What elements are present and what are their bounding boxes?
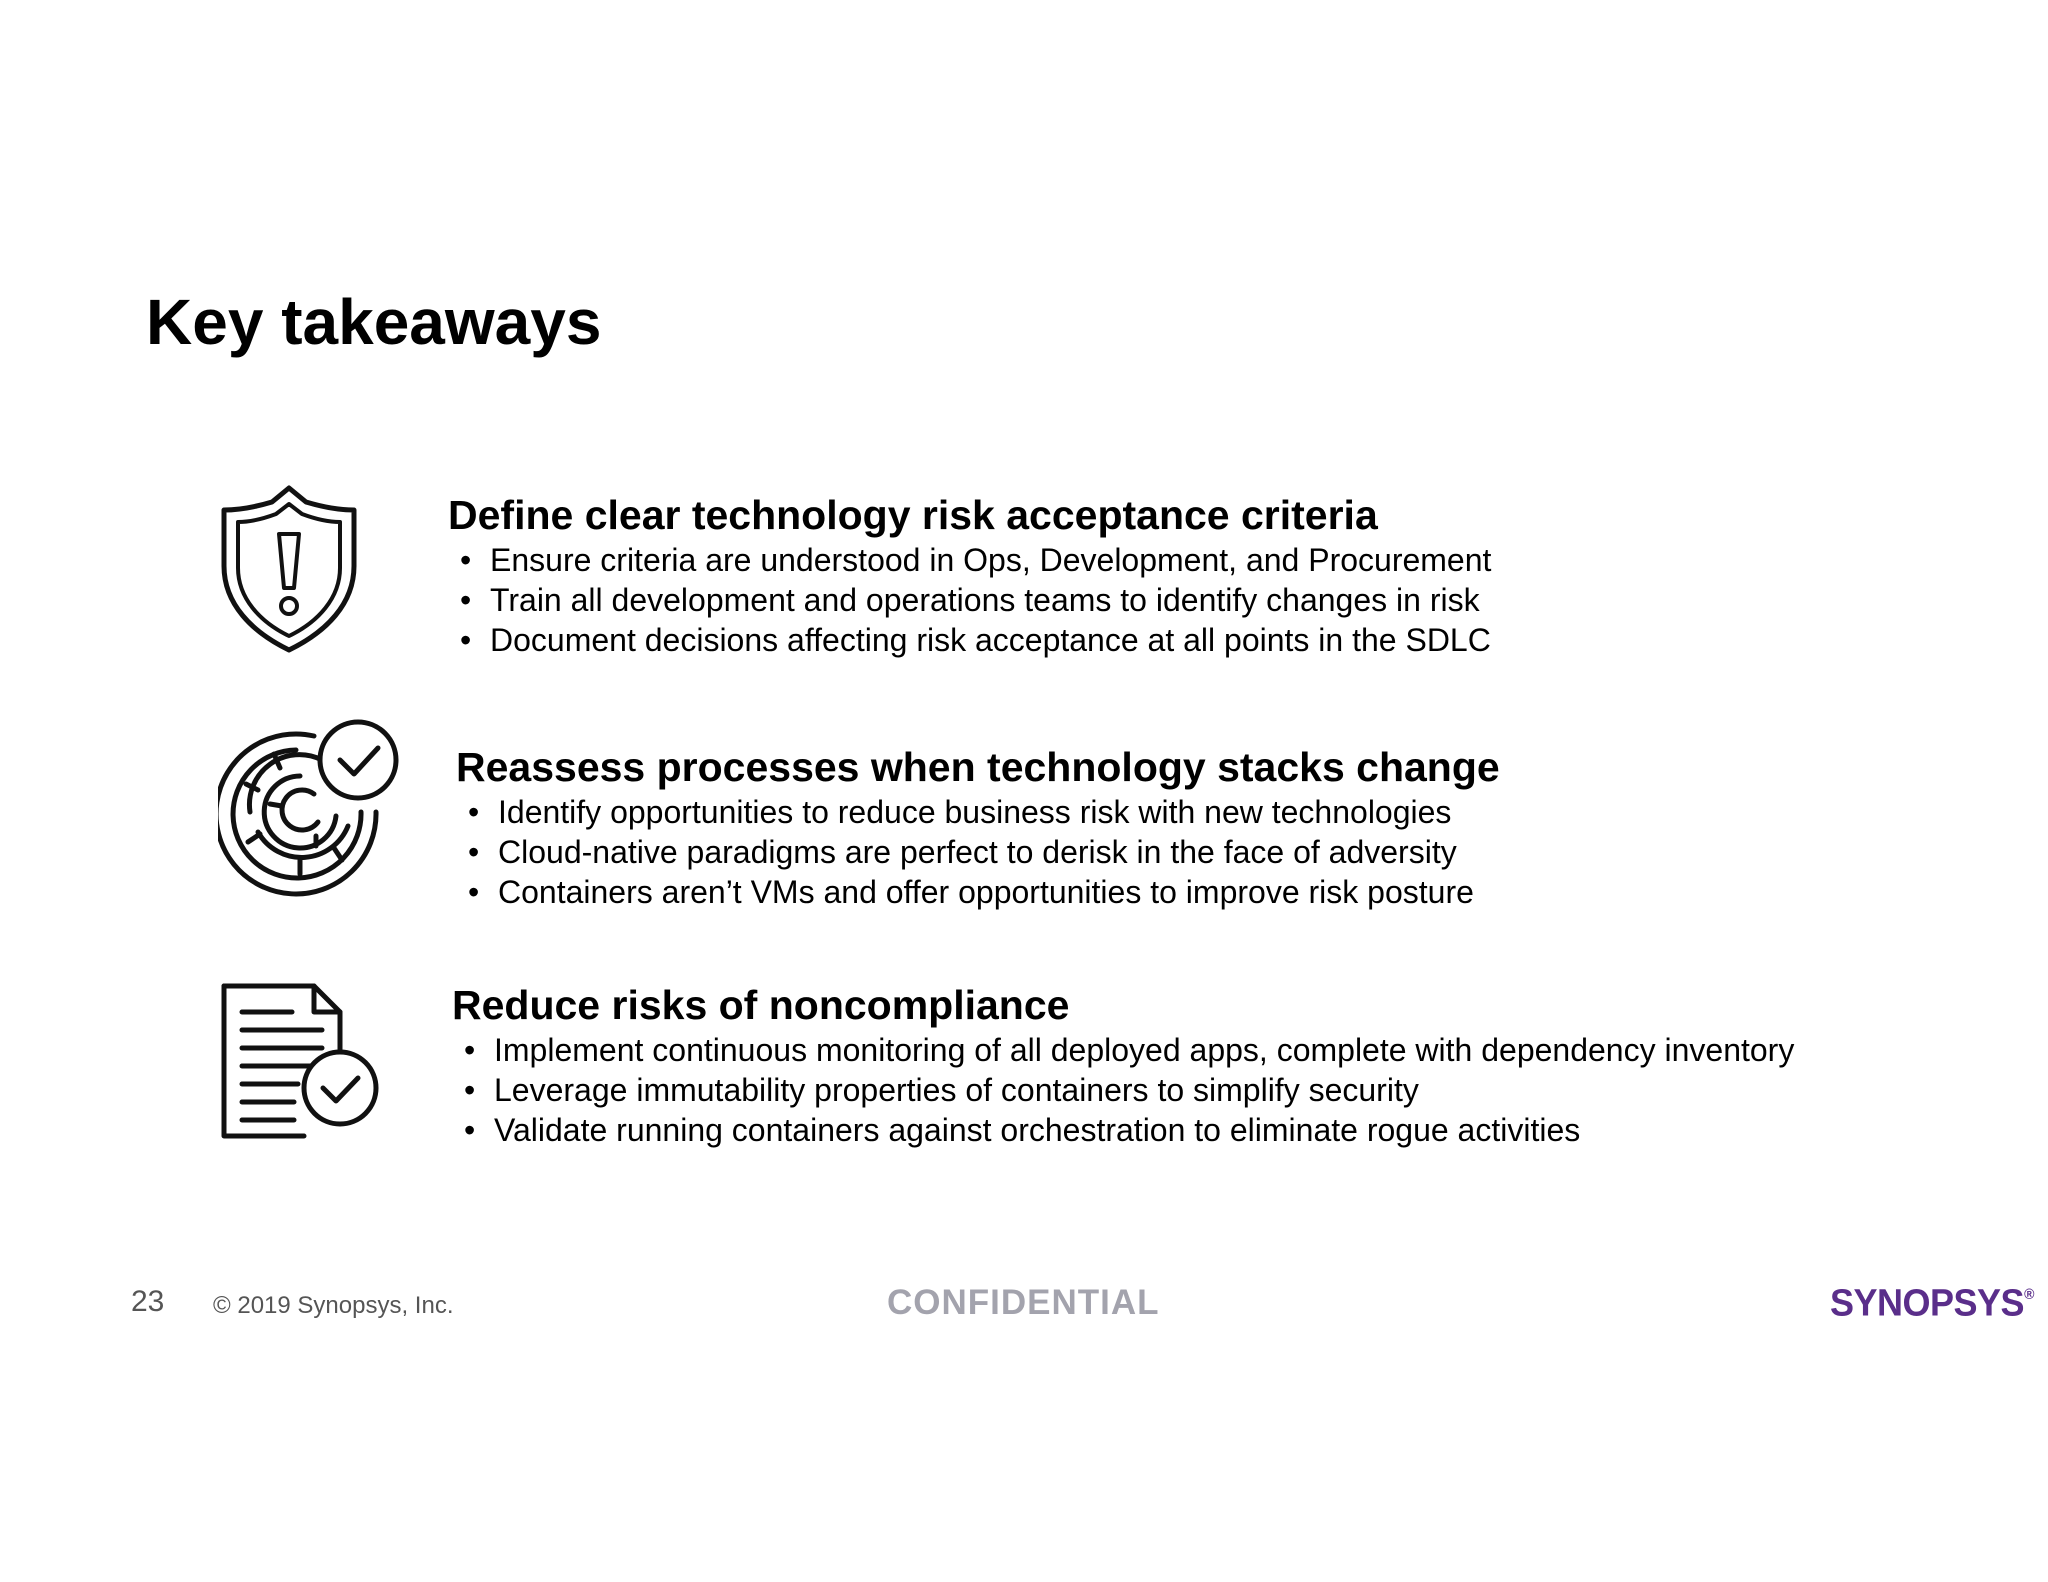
bullet-list [448, 540, 1491, 660]
bullet-list [456, 792, 1500, 912]
page-number: 23 [131, 1285, 165, 1318]
maze-check-icon [218, 714, 404, 898]
bullet-item: • Implement continuous monitoring of all deployed apps, complete with dependency inventory [464, 1030, 1794, 1070]
section-heading: Reduce risks of noncompliance [452, 982, 1070, 1028]
section-risk-acceptance [448, 490, 1491, 660]
bullet-item: • Ensure criteria are understood in Ops, Development, and Procurement [460, 540, 1491, 580]
registered-mark: ® [2024, 1285, 2034, 1302]
bullet-item: • Train all development and operations teams to identify changes in risk [460, 580, 1491, 620]
section-reassess-processes [456, 742, 1500, 912]
document-check-icon [218, 980, 384, 1142]
bullet-list [452, 1030, 1794, 1150]
confidential-label: CONFIDENTIAL [887, 1283, 1160, 1322]
bullet-item: • Leverage immutability properties of containers to simplify security [464, 1070, 1794, 1110]
shield-warning-icon [218, 484, 360, 656]
bullet-item: • Containers aren’t VMs and offer opportunities to improve risk posture [468, 872, 1500, 912]
section-heading: Define clear technology risk acceptance criteria [448, 492, 1378, 538]
synopsys-logo [1830, 1281, 2034, 1325]
bullet-item: • Identify opportunities to reduce business risk with new technologies [468, 792, 1500, 832]
section-heading: Reassess processes when technology stacks change [456, 744, 1500, 790]
section-noncompliance [452, 980, 1794, 1150]
bullet-item: • Cloud-native paradigms are perfect to derisk in the face of adversity [468, 832, 1500, 872]
slide-title: Key takeaways [146, 286, 602, 358]
bullet-item: • Validate running containers against orchestration to eliminate rogue activities [464, 1110, 1794, 1150]
bullet-item: • Document decisions affecting risk acceptance at all points in the SDLC [460, 620, 1491, 660]
copyright: © 2019 Synopsys, Inc. [213, 1292, 454, 1319]
logo-text: SYNOPSYS [1830, 1280, 2025, 1324]
